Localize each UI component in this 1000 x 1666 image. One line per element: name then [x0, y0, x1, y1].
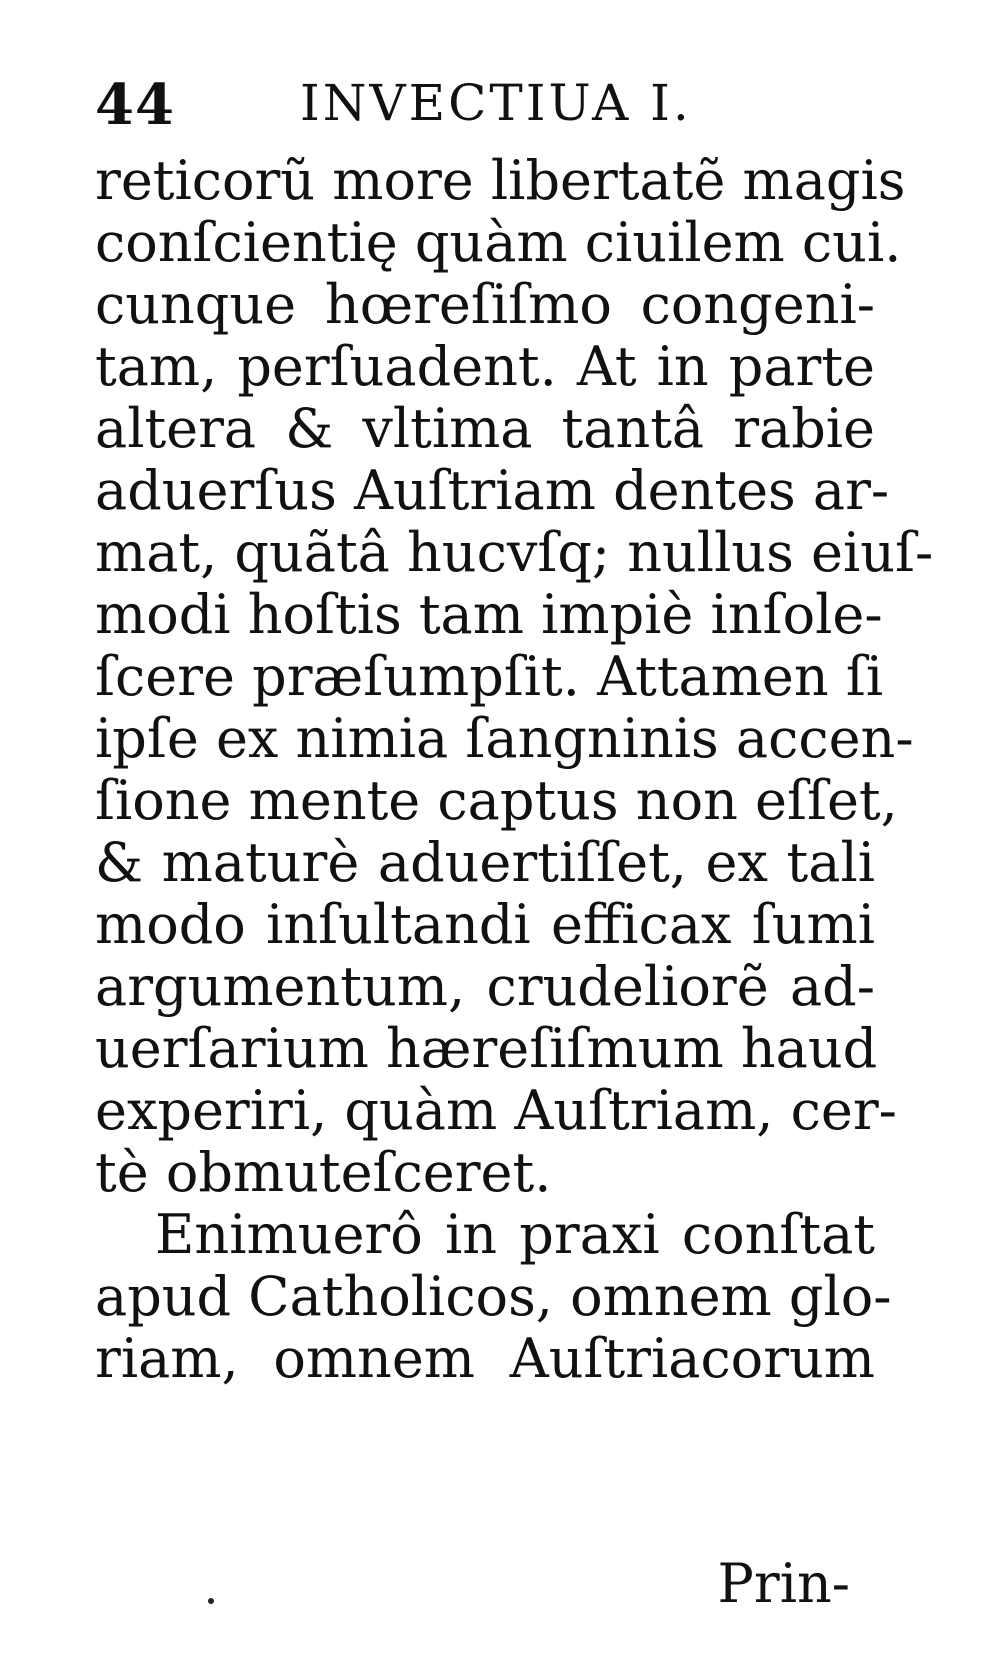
text-line: experiri, quàm Auſtriam, cer- — [95, 1079, 897, 1142]
running-title: INVECTIUA I. — [300, 74, 692, 132]
page-number: 44 — [95, 72, 175, 138]
ink-speck — [208, 1598, 214, 1604]
text-line: tam, perſuadent. At in parte — [95, 335, 875, 398]
text-line: modi hoſtis tam impiè inſole- — [95, 583, 883, 646]
text-line: Enimuerô in praxi conſtat — [155, 1203, 875, 1266]
text-line: tè obmuteſceret. — [95, 1141, 552, 1204]
text-line: ſione mente captus non eſſet, — [95, 769, 898, 832]
text-line: ſcere præſumpſit. Attamen ſi — [95, 645, 884, 708]
text-line: conſcientię quàm ciuilem cui. — [95, 211, 902, 274]
text-line: altera & vltima tantâ rabie — [95, 397, 875, 460]
page-header — [95, 72, 895, 144]
text-line: aduerſus Auſtriam dentes ar- — [95, 459, 890, 522]
catchword: Prin- — [717, 1552, 850, 1615]
text-line: mat, quãtâ hucvſq; nullus eiuſ- — [95, 521, 934, 584]
text-line: apud Catholicos, omnem glo- — [95, 1265, 892, 1328]
text-line: modo inſultandi efficax ſumi — [95, 893, 875, 956]
text-line: riam, omnem Auſtriacorum — [95, 1327, 875, 1390]
body-text — [95, 149, 934, 1390]
text-line: uerſarium hæreſiſmum haud — [95, 1017, 878, 1080]
text-line: argumentum, crudeliorẽ ad- — [95, 955, 875, 1018]
text-line: ipſe ex nimia ſangninis accen- — [95, 707, 914, 770]
text-line: & maturè aduertiſſet, ex tali — [95, 831, 875, 894]
text-line: cunque hœreſiſmo congeni- — [95, 273, 875, 336]
text-line: reticorũ more libertatẽ magis — [95, 149, 906, 212]
